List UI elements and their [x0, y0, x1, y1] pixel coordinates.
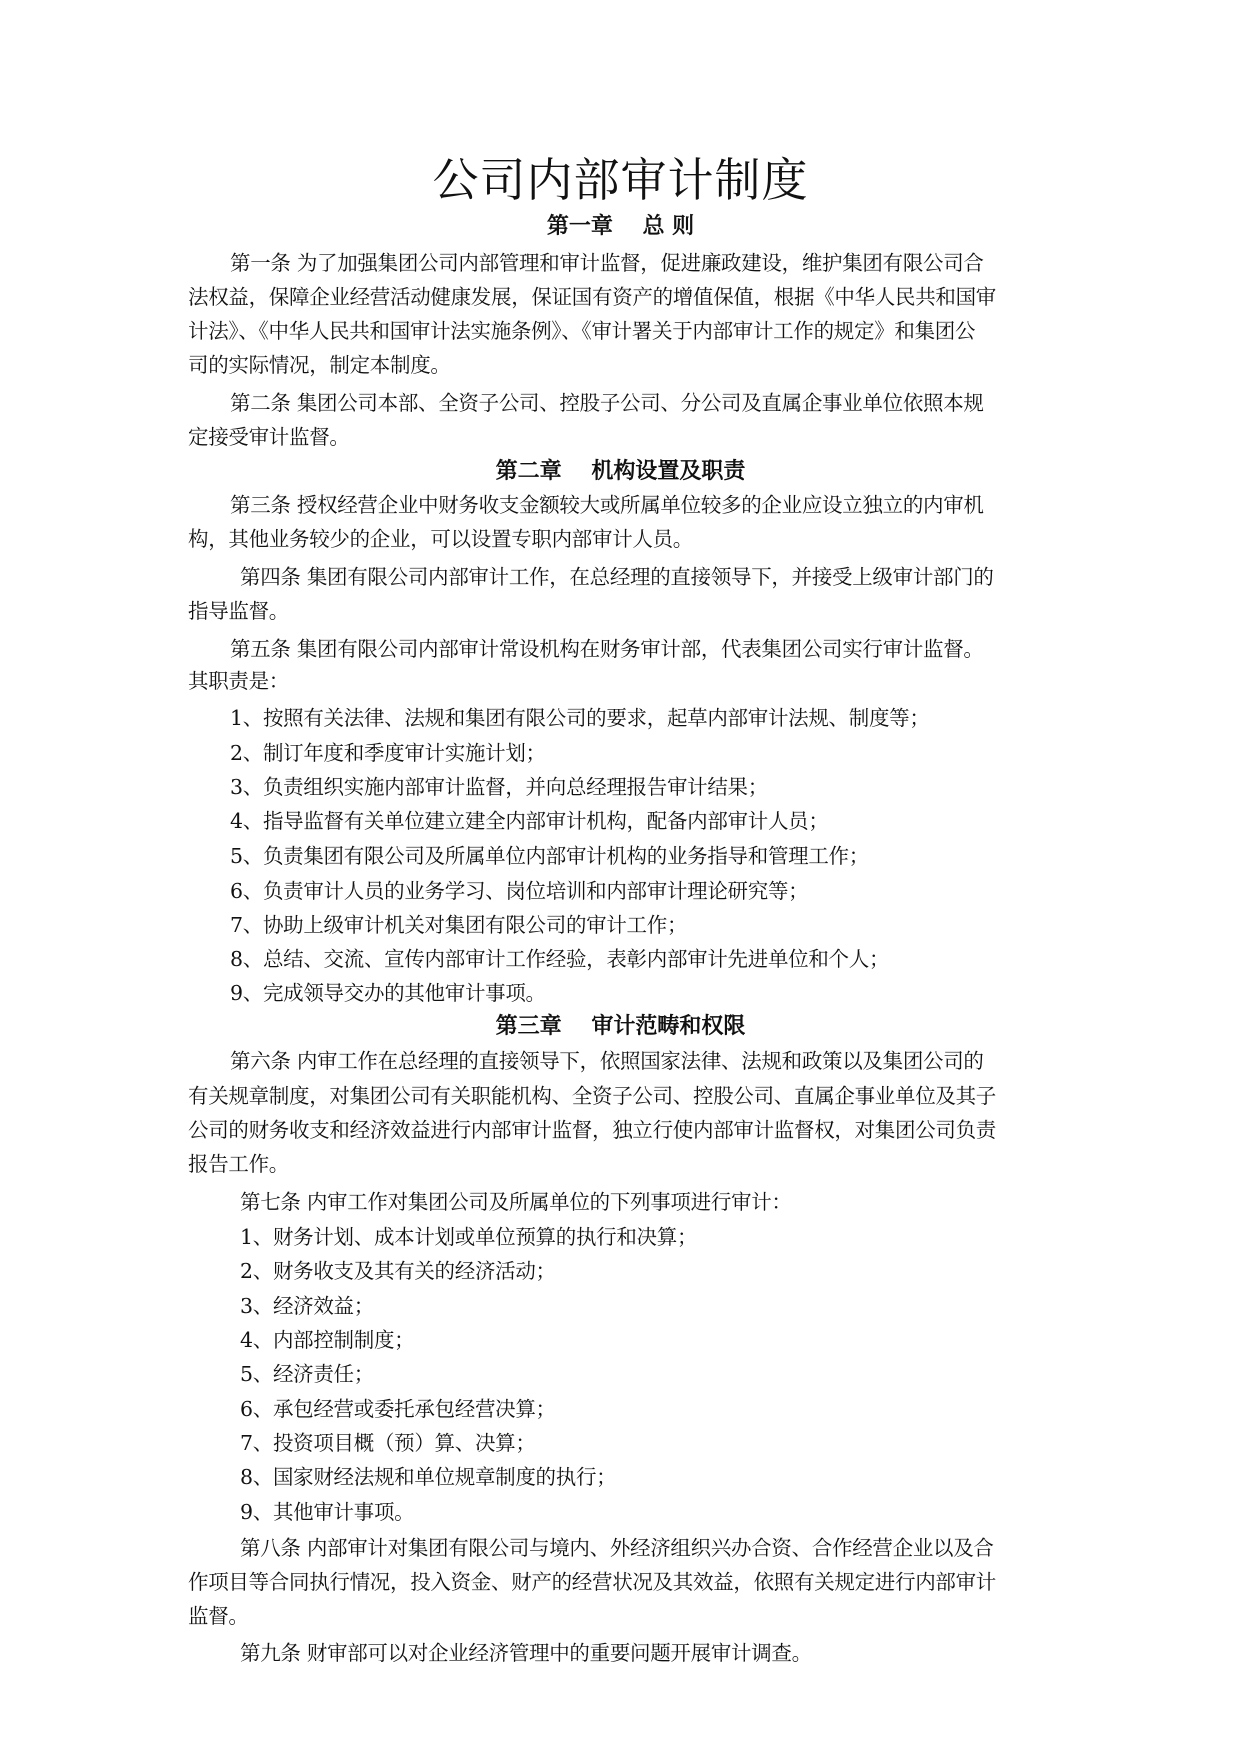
duty-item: 7、协助上级审计机关对集团有限公司的审计工作；: [230, 913, 688, 937]
article-6-line: 有关规章制度，对集团公司有关职能机构、全资子公司、控股公司、直属企事业单位及其子: [188, 1084, 996, 1108]
duty-item: 2、制订年度和季度审计实施计划；: [230, 741, 546, 765]
duty-item: 9、完成领导交办的其他审计事项。: [230, 981, 546, 1005]
audit-item: 9、其他审计事项。: [240, 1500, 415, 1524]
audit-item: 8、国家财经法规和单位规章制度的执行；: [240, 1465, 617, 1489]
article-8-line: 作项目等合同执行情况，投入资金、财产的经营状况及其效益，依照有关规定进行内部审计: [188, 1570, 996, 1594]
document-title: 公司内部审计制度: [432, 153, 809, 207]
audit-item: 1、财务计划、成本计划或单位预算的执行和决算；: [240, 1225, 698, 1249]
duty-item: 4、指导监督有关单位建立建全内部审计机构，配备内部审计人员；: [230, 809, 829, 833]
article-3-line: 构，其他业务较少的企业，可以设置专职内部审计人员。: [188, 527, 693, 551]
article-2-line: 第二条 集团公司本部、全资子公司、控股子公司、分公司及直属企事业单位依照本规: [230, 391, 984, 415]
duty-item: 8、总结、交流、宣传内部审计工作经验，表彰内部审计先进单位和个人；: [230, 947, 890, 971]
article-5-line: 其职责是：: [188, 669, 289, 693]
article-6-line: 报告工作。: [188, 1152, 289, 1176]
duty-item: 3、负责组织实施内部审计监督，并向总经理报告审计结果；: [230, 775, 768, 799]
chapter-1-heading: 第一章 总 则: [546, 214, 695, 239]
article-4-line: 第四条 集团有限公司内部审计工作，在总经理的直接领导下，并接受上级审计部门的: [240, 565, 994, 589]
duty-item: 5、负责集团有限公司及所属单位内部审计机构的业务指导和管理工作；: [230, 844, 869, 868]
article-6-line: 公司的财务收支和经济效益进行内部审计监督，独立行使内部审计监督权，对集团公司负责: [188, 1118, 996, 1142]
duty-item: 1、按照有关法律、法规和集团有限公司的要求，起草内部审计法规、制度等；: [230, 706, 930, 730]
chapter-3-heading: 第三章 审计范畴和权限: [495, 1014, 746, 1039]
audit-item: 4、内部控制制度；: [240, 1328, 415, 1352]
article-1-line: 司的实际情况，制定本制度。: [188, 353, 451, 377]
audit-item: 2、财务收支及其有关的经济活动；: [240, 1259, 556, 1283]
article-6-line: 第六条 内审工作在总经理的直接领导下，依照国家法律、法规和政策以及集团公司的: [230, 1049, 984, 1073]
chapter-2-heading: 第二章 机构设置及职责: [495, 459, 746, 484]
article-7-line: 第七条 内审工作对集团公司及所属单位的下列事项进行审计：: [240, 1190, 792, 1214]
audit-item: 3、经济效益；: [240, 1294, 374, 1318]
article-1-line: 计法》、《中华人民共和国审计法实施条例》、《审计署关于内部审计工作的规定》和集团公: [188, 319, 976, 343]
article-9-line: 第九条 财审部可以对企业经济管理中的重要问题开展审计调查。: [240, 1641, 812, 1665]
article-1-line: 第一条 为了加强集团公司内部管理和审计监督，促进廉政建设，维护集团有限公司合: [230, 251, 984, 275]
audit-item: 7、投资项目概（预）算、决算；: [240, 1431, 536, 1455]
duty-item: 6、负责审计人员的业务学习、岗位培训和内部审计理论研究等；: [230, 879, 809, 903]
article-1-line: 法权益，保障企业经营活动健康发展，保证国有资产的增值保值，根据《中华人民共和国审: [188, 285, 996, 309]
article-2-line: 定接受审计监督。: [188, 425, 350, 449]
article-5-line: 第五条 集团有限公司内部审计常设机构在财务审计部，代表集团公司实行审计监督。: [230, 637, 984, 661]
article-3-line: 第三条 授权经营企业中财务收支金额较大或所属单位较多的企业应设立独立的内审机: [230, 493, 984, 517]
article-4-line: 指导监督。: [188, 599, 289, 623]
article-8-line: 第八条 内部审计对集团有限公司与境内、外经济组织兴办合资、合作经营企业以及合: [240, 1536, 994, 1560]
article-8-line: 监督。: [188, 1604, 249, 1628]
audit-item: 6、承包经营或委托承包经营决算；: [240, 1397, 556, 1421]
audit-item: 5、经济责任；: [240, 1362, 374, 1386]
